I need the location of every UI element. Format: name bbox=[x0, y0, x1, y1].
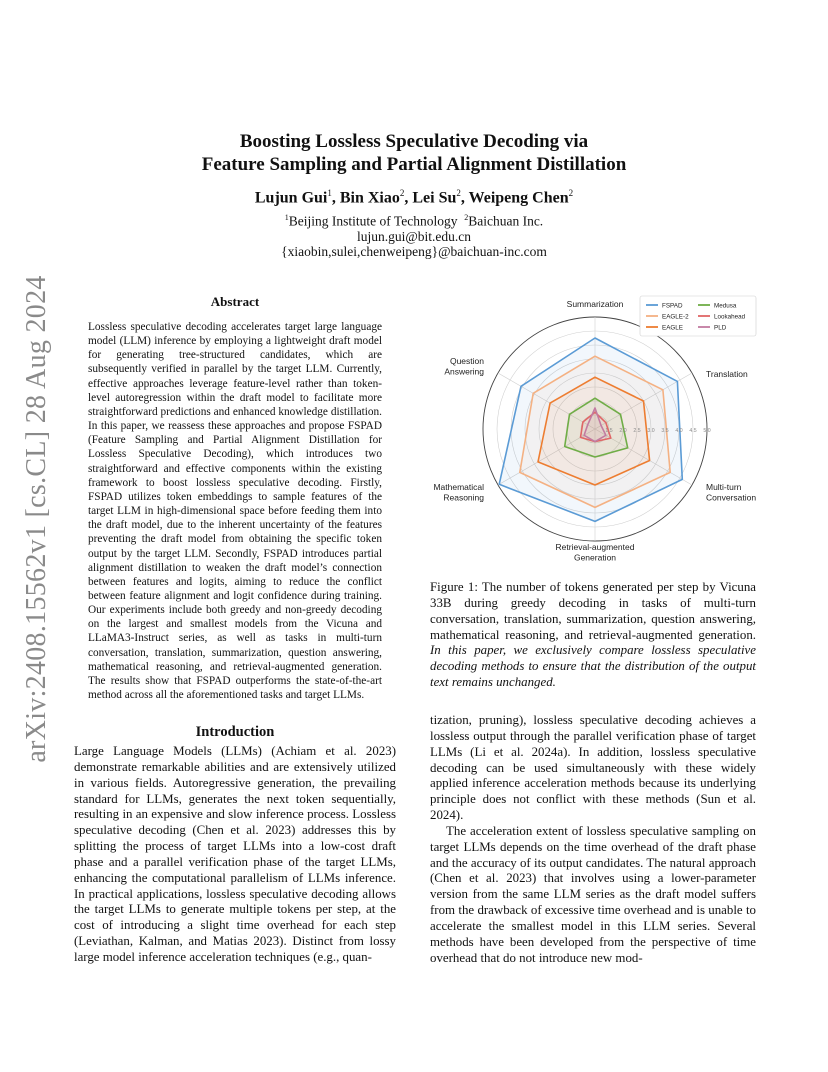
author-affiliation-mark: 2 bbox=[399, 188, 405, 198]
radar-axis-label: Generation bbox=[573, 552, 617, 563]
radar-tick-label: 3.0 bbox=[647, 428, 655, 434]
radar-axis-label: Retrieval-augmented bbox=[555, 542, 635, 552]
radar-tick-label: 2.5 bbox=[633, 428, 641, 434]
author-email: lujun.gui@bit.edu.cn bbox=[356, 229, 472, 244]
author-list: Lujun Gui$^1$, Bin Xiao$^2$, Lei Su$^2$, Weipeng Chen$^2$ bbox=[254, 188, 574, 207]
affiliation-mark: 2 bbox=[464, 213, 469, 222]
radar-series-layer bbox=[499, 338, 682, 521]
radar-tick-label: 2.0 bbox=[619, 428, 627, 434]
radar-axis-label: Conversation bbox=[705, 492, 757, 503]
legend-entry: PLD bbox=[714, 324, 727, 332]
author-affiliation-mark: 2 bbox=[568, 188, 574, 198]
introduction-heading: Introduction bbox=[195, 724, 275, 740]
author-name: Weipeng Chen bbox=[468, 189, 569, 207]
caption-plain-text: Figure 1: The number of tokens generated per step by Vicuna 33B during greedy decoding in tasks of multi-turn conversation, translation, summarization, question answering, mathematical reasoning, and retrieval-augmented generation. bbox=[430, 580, 756, 642]
legend-entry: FSPAD bbox=[662, 302, 683, 310]
radar-tick-label: 4.0 bbox=[675, 428, 683, 434]
abstract-heading: Abstract bbox=[210, 294, 260, 309]
affiliation-institution: Baichuan Inc. bbox=[468, 213, 544, 229]
legend-entry: Lookahead bbox=[714, 313, 746, 321]
radar-tick-label: 3.5 bbox=[661, 428, 669, 434]
radar-axis-label: Multi-turn bbox=[705, 482, 742, 492]
radar-chart bbox=[433, 282, 770, 570]
abstract-text: Lossless speculative decoding accelerates target large language model (LLM) inference by employing a lightweight draft model for generating tree-structured candidates, which are subsequently verified in parallel by the target LLM. Currently, effective approaches leverage feature-level rather than token-level autoregression within the draft model to facilitate more straightforward predictions and enhanced knowledge distillation. In this paper, we reassess these approaches and propose FSPAD (Feature Sampling and Partial Alignment Distillation for Lossless Speculative Decoding), which introduces two straightforward and effective components within the existing framework to boost lossless speculative decoding. Firstly, FSPAD utilizes token embeddings to sample features of the target LLM in high-dimensional space before feeding them into the draft model, due to the inherent uncertainty of the features preventing the draft model from obtaining the specific token output by the target LLM. Secondly, FSPAD introduces partial alignment distillation to weaken the draft model’s connection between features and logits, aiming to reduce the conflict between feature alignment and logit confidence during training. Our experiments include both greedy and non-greedy decoding on the largest and smallest models from the Vicuna and LLaMA3-Instruct series, as well as tasks in multi-turn conversation, translation, summarization, question answering, mathematical reasoning, and retrieval-augmented generation. The results show that FSPAD outperforms the state-of-the-art method across all the aforementioned tasks and target LLMs. bbox=[88, 321, 382, 702]
author-name: Lujun Gui bbox=[254, 189, 328, 207]
author-email: {xiaobin,sulei,chenweipeng}@baichuan-inc.com bbox=[281, 244, 547, 259]
radar-axis-label: Mathematical bbox=[433, 482, 485, 492]
introduction-right-column bbox=[430, 713, 756, 967]
radar-tick-label: 1.5 bbox=[605, 428, 613, 434]
author-affiliation-mark: 1 bbox=[327, 188, 332, 198]
radar-tick-label: 5.0 bbox=[703, 428, 711, 434]
affiliation-institution: Beijing Institute of Technology bbox=[288, 213, 458, 229]
author-affiliation-mark: 2 bbox=[456, 188, 461, 198]
legend-entry: EAGLE bbox=[662, 324, 683, 332]
author-name: Lei Su bbox=[412, 189, 457, 207]
legend-entry: Medusa bbox=[714, 302, 737, 310]
radar-axis-label: Summarization bbox=[566, 299, 624, 309]
chart-legend bbox=[640, 296, 756, 336]
affiliation-mark: 1 bbox=[284, 213, 289, 222]
radar-axis-label: Translation bbox=[705, 369, 748, 379]
caption-italic-text: In this paper, we exclusively compare lossless speculative decoding methods to ensure that the distribution of the output text remains unchanged. bbox=[430, 643, 756, 690]
arxiv-identifier bbox=[21, 275, 52, 763]
paragraph: tization, pruning), lossless speculative decoding achieves a lossless output through the parallel verification phase of target LLMs (Li et al. 2024a). In addition, lossless speculative decoding can be used simultaneously with these widely applied inference acceleration methods because its underlying principle does not conflict with these methods (Sun et al. 2024). bbox=[430, 713, 756, 823]
radar-axis-label: Question bbox=[449, 356, 485, 366]
introduction-left-column: Large Language Models (LLMs) (Achiam et al. 2023) demonstrate remarkable abilities and are extensively utilized in various fields. Autoregressive generation, the prevailing standard for LLMs, generates the next token sequentially, resulting in an expensive and slow inference process. Lossless speculative decoding (Chen et al. 2023) addresses this by splitting the process of target LLMs into a low-cost draft phase and a parallel verification phase of the target LLMs, enhancing the computational parallelism of LLMs inference. In practical applications, lossless speculative decoding allows the target LLMs to generate multiple tokens per step, at the cost of introducing a slight time overhead for each step (Leviathan, Kalman, and Matias 2023). Distinct from lossy large model inference acceleration techniques (e.g., quan- bbox=[74, 744, 396, 964]
paper-title-line-2: Feature Sampling and Partial Alignment Distillation bbox=[201, 154, 627, 175]
figure-1-caption bbox=[430, 580, 756, 691]
radar-axis-label: Reasoning bbox=[443, 492, 485, 503]
radar-axis-label: Answering bbox=[444, 366, 485, 377]
affiliations bbox=[0, 213, 828, 230]
paper-title-line-1: Boosting Lossless Speculative Decoding via bbox=[239, 131, 589, 152]
arxiv-identifier-text: arXiv:2408.15562v1 [cs.CL] 28 Aug 2024 bbox=[21, 275, 52, 763]
author-name: Bin Xiao bbox=[339, 189, 400, 207]
radar-tick-label: 4.5 bbox=[689, 428, 697, 434]
legend-entry: EAGLE-2 bbox=[662, 313, 689, 321]
paragraph: The acceleration extent of lossless speculative sampling on target LLMs depends on the time overhead of the draft phase and the accuracy of its output candidates. The natural approach (Chen et al. 2023) that involves using a lower-parameter version from the same LLM series as the draft model suffers from the drawback of excessive time overhead and is unable to accelerate the smallest model in this LLM series. Several methods have been developed from the perspective of time overhead that do not introduce new mod- bbox=[430, 823, 756, 965]
